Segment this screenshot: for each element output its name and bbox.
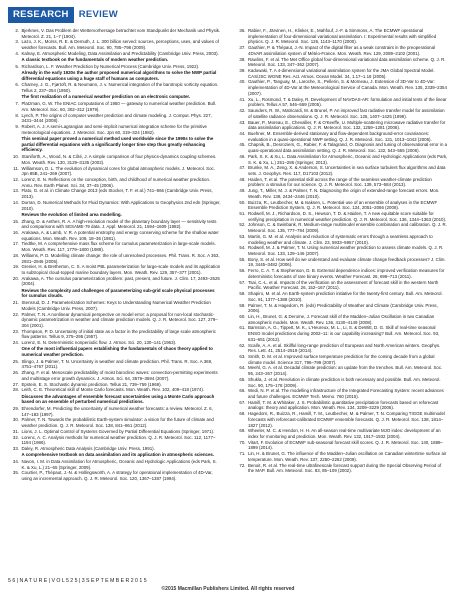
- reference-text: Lynch, P. The origins of computer weather prediction and climate modeling. J. Comput. Phys. 227, 3431–3444 (2008).: [21, 112, 212, 124]
- reference-text: Flato, G. et al. in Climate Change 2013 (eds Stocker, T. F. et al.) 741–866 (Cambridge Univ. Press, 2013).: [21, 188, 213, 200]
- reference-text: Bony, S. et al. How well do we understand and evaluate climate change feedback processes? J. Clim. 19, 3445–3482 (2006).: [248, 256, 446, 268]
- reference-text: Brunke, M. A., Zeng, X. & Anderson, S. Uncertainties in sea surface turbulent flux algorithms and data sets. J. Geophys. Res. 117, D17103 (2012).: [248, 165, 446, 176]
- reference-number: 51.: [239, 211, 246, 216]
- reference-text: Lorenc, A. C. Analysis methods for numerical weather prediction. Q. J. R. Meteorol. Soc. 112, 1177–1194 (1986).: [21, 434, 216, 446]
- reference-item: [235, 234, 449, 245]
- reference-item: [8, 113, 222, 124]
- reference-item: [8, 340, 222, 346]
- reference-number: 53.: [239, 233, 246, 239]
- reference-column-right: [235, 28, 449, 568]
- reference-number: 9.: [15, 124, 19, 129]
- reference-item: [235, 188, 449, 199]
- reference-number: 26.: [12, 370, 19, 376]
- reference-item: [8, 253, 222, 264]
- reference-text: Bauer, P., Moreau, E., Chevallier, F. & O'Keeffe, U. Multiple-scattering microwave radiative transfer for data assimilation applications. Q. J. R. Meteorol. Soc. 132, 1259–1281 (2006).: [248, 119, 446, 131]
- reference-number: 35.: [12, 470, 19, 476]
- reference-text: Shapiro, M. et al. An Earth-system prediction initiative for the twenty-first century. Bull. Am. Meteorol. Soc. 91, 1377–1388 (2010).: [248, 291, 443, 302]
- reference-annotation: A comprehensive textbook on data assimilation and its application in atmospheric sciences.: [21, 452, 215, 458]
- reference-number: 15.: [12, 218, 19, 224]
- reference-text: Johnson, C. & Swinbank, R. Medium-range multimodel ensemble combination and calibration. Q. J. R. Meteorol. Soc. 135, 777–794 (2009).: [248, 222, 447, 234]
- reference-item: [235, 79, 449, 96]
- reference-item: [8, 276, 222, 287]
- reference-text: Williamson, D. L. The evolution of dynamical cores for global atmospheric models. J. Meteorol. Soc. Jpn 85B, 241–269 (2007).: [21, 165, 215, 177]
- reference-number: 45.: [239, 142, 246, 148]
- reference-number: 20.: [12, 275, 19, 281]
- reference-list: [8, 28, 448, 568]
- reference-number: 11.: [13, 165, 19, 171]
- reference-item: [235, 108, 449, 119]
- reference-number: 59.: [239, 302, 246, 308]
- reference-item: [8, 82, 222, 93]
- reference-text: Tsai, C.-L. et al. Impacts of the verification on the assessment of forecast skill in the western North Pacific. Weather Forecast. 26, 152–167 (2011).: [248, 279, 439, 291]
- reference-text: Robert, A. J. A semi-Lagrangian and semi-implicit numerical integration scheme for the primitive meteorological equations. J. Meteorol. Soc. Jpn 60, 319–324 (1982).: [21, 124, 207, 135]
- reference-item: [235, 120, 449, 131]
- running-header: [8, 7, 118, 23]
- reference-text: Rawlins, F. et al. The Met Office global four-dimensional variational data assimilation scheme. Q. J. R. Meteorol. Soc. 133, 347–362 (2007).: [248, 56, 446, 68]
- reference-number: 62.: [239, 342, 246, 348]
- reference-number: 55.: [239, 256, 246, 262]
- reference-item: [235, 154, 449, 165]
- reference-text: Lorenz, E. N. Reflections on the conception, birth, and childhood of numerical weather prediction. Annu. Rev. Earth Planet. Sci. 34, 37–45 (2006).: [21, 176, 211, 188]
- reference-text: Navon, I. M. in Data Assimilation for Atmospheric, Oceanic and Hydrologic Applications (eds Park, S. K. & Xu, L.) 21–65 (Springer, 2009).: [21, 458, 217, 470]
- reference-text: Epstein, E. S. Stochastic dynamic prediction. Tellus 21, 739–759 (1969).: [21, 381, 162, 387]
- reference-text: Palmer, T. N. Towards the probabilistic Earth-system simulator: a vision for the future of climate and weather prediction. Q. J. R. Meteorol. Soc. 138, 841–861 (2012).: [21, 417, 214, 429]
- reference-item: [8, 417, 222, 428]
- reference-number: 72.: [239, 462, 246, 468]
- reference-number: 33.: [12, 446, 19, 452]
- reference-text: Chapnik, B., Desroziers, G., Rabier, F. & Talagrand, O. Diagnosis and tuning of observational error in a quasi-operational data assimilation setting. Q. J. R. Meteorol. Soc. 132, 543–565 (2006).: [248, 142, 448, 154]
- reference-item: [8, 406, 222, 417]
- reference-text: Hamill, T. M. & Whitaker, J. S. Probabilistic quantitative precipitation forecasts based on reforecast analogs: theory and application. Mon. Weath. Rev. 134, 3209–3229 (2006).: [248, 399, 439, 411]
- reference-number: 21.: [12, 300, 19, 306]
- reference-annotation: A classic textbook on the fundamentals of modern weather prediction.: [21, 57, 169, 63]
- reference-number: 46.: [239, 153, 246, 159]
- reference-number: 10.: [12, 154, 19, 160]
- reference-item: [235, 200, 449, 211]
- reference-item: [235, 303, 449, 314]
- reference-text: Arakawa, A. & Lamb, V. R. A potential enstrophy and energy conserving scheme for the shallow water equations. Mon. Weath. Rev. 109, 18–36 (1981).: [21, 229, 219, 241]
- page-info: 5 6 | N A T U R E | V O L 5 2 5 | 3 S E P T E M B E R 2 0 1 5: [8, 578, 147, 584]
- reference-item: [235, 142, 449, 153]
- reference-text: Rabier, F., Järvinen, H., Klinker, E., Mahfouf, J.-F. & Simmons, A. The ECMWF operational implementation of four-dimensional variational assimilation. I: Experimental results with simplified physics. Q. J. R. Meteorol. Soc. 126, 1143–1170 (2000).: [248, 28, 437, 45]
- reference-number: 18.: [12, 252, 19, 258]
- reference-item: [8, 312, 222, 329]
- reference-text: Martin, G. M. et al. Analysis and reduction of systematic errors through a seamless approach to modeling weather and climate. J. Clim. 23, 5933–5957 (2010).: [248, 233, 433, 245]
- reference-item: [235, 388, 449, 399]
- reference-item: [8, 241, 222, 252]
- reference-text: Zhang, F. et al. Mesoscale predictability of moist baroclinic waves: convection-permitting experiments and multistage error growth dynamics. J. Atmos. Sci. 64, 3579–3594 (2007).: [21, 370, 218, 381]
- reference-item: [235, 165, 449, 176]
- reference-item: [8, 300, 222, 311]
- reference-number: 71.: [239, 451, 246, 457]
- reference-item: [8, 387, 222, 393]
- reference-item: [235, 245, 449, 256]
- reference-item: [235, 343, 449, 354]
- reference-number: 61.: [239, 325, 246, 331]
- reference-number: 36.: [239, 28, 246, 33]
- reference-item: [235, 428, 449, 439]
- section-kind: REVIEW: [78, 9, 118, 20]
- reference-item: [235, 211, 449, 222]
- reference-item: [235, 131, 449, 142]
- reference-item: [8, 219, 222, 230]
- reference-text: Haiden, T. et al. The potential skill across the range of the seamless weather-climate prediction problem: a stimulus for our science. Q. J. R. Meteorol. Soc. 139, 573–584 (2013).: [248, 176, 432, 188]
- reference-number: 13.: [12, 188, 19, 194]
- reference-text: Durran, D. Numerical Methods for Fluid Dynamics: With Applications to Geophysics 2nd edn (Springer, 2010).: [21, 199, 221, 211]
- reference-number: 32.: [12, 434, 19, 440]
- reference-number: 42.: [239, 108, 246, 114]
- reference-number: 38.: [239, 56, 246, 62]
- reference-item: [8, 166, 222, 177]
- reference-number: 3.: [15, 39, 19, 45]
- reference-item: [8, 329, 222, 340]
- reference-text: Thompson, P. D. Uncertainty of initial state as a factor in the predictability of large scale atmospheric flow patterns. Tellus 9, 275–295 (1957).: [21, 328, 216, 340]
- reference-number: 67.: [239, 399, 246, 405]
- reference-number: 64.: [239, 365, 246, 371]
- reference-number: 14.: [12, 199, 19, 205]
- reference-item: [235, 314, 449, 325]
- reference-item: [235, 177, 449, 188]
- reference-text: Hagedorn, R., Buizza, R., Hamill, T. M., Leutbecher, M. & Palmer, T. N. Comparing TIGGE multimodel forecasts with reforecast-calibrated ECMWF ensemble forecasts. Q. J. R. Meteorol. Soc. 138, 1814–1827 (2012).: [248, 411, 445, 428]
- reference-item: [8, 39, 222, 50]
- reference-text: Palmer, T. N. & Hagedorn, R. (eds) Predictability of Weather and Climate (Cambridge Univ. Press, 2006).: [248, 302, 438, 314]
- reference-item: [235, 451, 449, 462]
- reference-item: [235, 440, 449, 451]
- reference-number: 43.: [239, 119, 246, 125]
- reference-text: Shukla, J. et al. Revolution in climate prediction is both necessary and possible. Bull. Am. Meteorol. Soc. 90, 175–178 (2009).: [248, 376, 441, 388]
- reference-text: Zhang, D. & Anthes, R. A. A high-resolution model of the planetary boundary layer — sensitivity tests and comparisons with SESAME-79 data. J. Appl. Meteorol. 21, 1594–1609 (1982).: [21, 218, 217, 230]
- reference-text: Lions, J. L. Optimal Control of Systems Governed by Partial Differential Equations (Springer, 1971).: [21, 428, 215, 434]
- reference-text: Buizza, R., Leutbecher, M. & Isaksen, L. Potential use of an ensemble of analyses in the ECMWF Ensemble Prediction System. Q. J. R. Meteorol. Soc. 134, 2051–2066 (2008).: [248, 199, 438, 211]
- reference-item: [235, 377, 449, 388]
- reference-annotation: Already in the early 1920s the author proposed numerical algorithms to solve the NWP partial differential equations using a huge staff of humans as computers.: [21, 70, 217, 81]
- reference-text: Tiedtke, M. A comprehensive mass flux scheme for cumulus parameterization in large-scale models. Mon. Weath. Rev. 117, 1779–1800 (1989).: [21, 241, 216, 253]
- reference-text: Lin, H., Brunet, G. & Derome, J. Forecast skill of the Madden–Julian Oscillation in two Canadian atmospheric models. Mon. Weath. Rev. 136, 4130–4149 (2008).: [248, 313, 435, 325]
- reference-text: Slingo, J. & Palmer, T. N. Uncertainty in weather and climate prediction. Phil. Trans. R. Soc. A 369, 4751–4767 (2011).: [21, 358, 213, 370]
- reference-item: [8, 64, 222, 70]
- reference-text: Scaife, A. A. et al. Skillful long-range prediction of European and North American winters. Geophys. Res. Lett. 41, 2514–2519 (2014).: [248, 342, 441, 354]
- reference-number: 40.: [239, 79, 246, 85]
- reference-number: 52.: [239, 222, 246, 228]
- reference-text: Vitart, F. Evolution of ECMWF sub-seasonal forecast skill scores. Q. J. R. Meteorol. Soc. 140, 1889–1899 (2014).: [248, 439, 443, 451]
- reference-number: 27.: [12, 381, 19, 387]
- reference-item: [235, 57, 449, 68]
- reference-text: Daley, R. Atmospheric Data Analysis (Cambridge Univ. Press, 1991).: [21, 446, 155, 452]
- reference-number: 5.: [15, 63, 19, 69]
- reference-number: 30.: [12, 417, 19, 423]
- reference-text: Bjerknes, V. Das Problem der Wettervorhersage betrachtet vom Standpunkt der Mechanik und Physik. Meteorol. Z. 21, 1–7 (1904).: [21, 28, 221, 39]
- reference-text: Meehl, G. A. et al. Decadal climate prediction: an update from the trenches. Bull. Am. Meteorol. Soc. 95, 243–267 (2014).: [248, 365, 443, 377]
- reference-number: 70.: [239, 439, 246, 445]
- reference-text: Courtier, P., Thépaut, J.-N. & Hollingsworth, A. A strategy for operational implementation of 4D-Var, using an incremental approach. Q. J. R. Meteorol. Soc. 120, 1367–1387 (1994).: [21, 470, 213, 482]
- reference-item: [235, 325, 449, 342]
- reference-text: Barnston, A. G., Tippett, M. K., L'Heureux, M. L., Li, S. & DeWitt, D. G. Skill of real-time seasonal ENSO model predictions during 2002–11: is our capability increasing? Bull. Am. Meteorol. Soc. 93, 631–651 (2012).: [248, 325, 440, 342]
- reference-item: [235, 463, 449, 474]
- reference-text: Gauthier, P., Tanguay, M., Laroche, S., Pellerin, S. & Morneau, J. Extension of 3D-Var to 4D-Var: implementation of 4D-Var at the Meteorological Service of Canada. Mon. Weath. Rev. 135, 2339–2354 (2007).: [248, 79, 447, 96]
- reference-item: [8, 51, 222, 57]
- section-label: RESEARCH: [8, 7, 74, 23]
- reference-item: [8, 264, 222, 275]
- reference-item: [8, 230, 222, 241]
- reference-annotation: Discusses the advantages of ensemble forecast uncertainties using a Monte Carlo approach based on an ensemble of perturbed numerical predictions.: [21, 393, 215, 405]
- reference-text: Stensrud, D. J. Parameterization Schemes: Keys to Understanding Numerical Weather Prediction Models (Cambridge Univ. Press, 2007).: [21, 300, 211, 311]
- reference-item: [235, 400, 449, 411]
- reference-item: [8, 435, 222, 446]
- reference-text: Gauthier, P. & Thépaut, J.-N. Impact of the digital filter as a weak constraint in the preoperational 4DVAR assimilation system of Météo-France. Mon. Weath. Rev. 129, 2089–2102 (2001).: [248, 45, 436, 56]
- reference-item: [8, 154, 222, 165]
- reference-item: [8, 124, 222, 135]
- reference-number: 28.: [12, 387, 19, 393]
- reference-annotation: Reviews the evolution of limited area modelling.: [21, 211, 122, 217]
- reference-number: 37.: [239, 45, 246, 51]
- reference-text: Saunders, R. W., Matricardi, M. & Brunel, P. An improved fast radiative transfer model for assimilation of satellite radiance observations. Q. J. R. Meteorol. Soc. 125, 1407–1425 (1999).: [248, 108, 445, 119]
- reference-text: Lazo, J. K., Morss, R. E. & Demuth, J. L. 300 billion served: sources, perceptions, uses, and values of weather forecasts. Bull. Am. Meteorol. Soc. 90, 785–798 (2009).: [21, 39, 219, 51]
- reference-item: [235, 97, 449, 108]
- reference-item: [8, 470, 222, 481]
- reference-item: [8, 177, 222, 188]
- copyright-notice: ©2015 Macmillan Publishers Limited. All rights reserved: [161, 586, 295, 592]
- reference-text: Rodwell, M. J., Richardson, D. S., Hewson, T. D. & Haiden, T. A new equitable score suitable for verifying precipitation in numerical weather prediction. Q. J. R. Meteorol. Soc. 136, 1344–1363 (2010).: [248, 211, 447, 222]
- reference-number: 29.: [12, 406, 19, 411]
- reference-item: [8, 359, 222, 370]
- reference-number: 19.: [12, 264, 19, 270]
- reference-text: Smith, D. M. et al. Improved surface temperature prediction for the coming decade from a global climate model. Science 317, 796–799 (2007).: [248, 353, 435, 365]
- reference-number: 34.: [12, 458, 19, 464]
- reference-number: 63.: [239, 353, 246, 359]
- reference-column-left: [8, 28, 222, 568]
- reference-text: Staniforth, A., Wood, N. & Côté, J. A simple comparison of four physics-dynamics coupling schemes. Mon. Weath. Rev. 130, 3129–3135 (2002).: [21, 154, 217, 165]
- reference-number: 8.: [15, 112, 19, 118]
- reference-number: 50.: [239, 199, 246, 205]
- reference-number: 56.: [239, 268, 246, 274]
- reference-text: Lorenz, E. N. Deterministic nonperiodic flow. J. Atmos. Sci. 20, 130–141 (1963).: [21, 340, 177, 346]
- reference-number: 47.: [239, 165, 246, 171]
- reference-number: 57.: [239, 279, 246, 285]
- reference-number: 31.: [12, 428, 19, 434]
- reference-text: Ferro, C. A. T. & Stephenson, D. B. Extremal dependence indices: improved verification measures for deterministic forecasts of rare binary events. Weather Forecast. 26, 699–713 (2011).: [248, 268, 445, 279]
- reference-item: [235, 354, 449, 365]
- reference-item: [8, 200, 222, 211]
- reference-annotation: One of the most influential papers establishing the fundamentals of chaos theory applied to numerical weather prediction.: [21, 346, 213, 358]
- reference-item: [8, 101, 222, 112]
- reference-number: 41.: [239, 96, 246, 102]
- reference-item: [235, 411, 449, 428]
- reference-number: 39.: [239, 68, 246, 74]
- reference-annotation: This seminal paper proved a numerical method used worldwide since the 1990s to solve the partial differential equations with a significantly longer time step thus greatly enhancing efficiency.: [21, 135, 214, 153]
- reference-text: Williams, P. D. Modelling climate change: the role of unresolved processes. Phil. Trans. R. Soc. A 363, 2931–2946 (2005).: [21, 252, 220, 264]
- reference-number: 24.: [12, 340, 19, 346]
- reference-item: [235, 28, 449, 45]
- reference-number: 7.: [15, 101, 19, 107]
- reference-item: [235, 280, 449, 291]
- reference-item: [235, 222, 449, 233]
- reference-text: Arakawa, A. The cumulus parameterization problem: past, present, and future. J. Clim. 17, 2493–2525 (2004).: [21, 275, 220, 287]
- reference-item: [235, 291, 449, 302]
- reference-text: Ehrendorfer, M. Predicting the uncertainty of numerical weather forecasts: a review. Meteorol. Z. 6, 147–183 (1997).: [21, 406, 213, 417]
- reference-annotation: The first realization of a numerical weather prediction on an electronic computer.: [21, 94, 191, 100]
- reference-item: [8, 188, 222, 199]
- reference-text: Wheeler, M. C. & Hendon, H. H. An all-season real-time multivariate MJO index: development of an index for monitoring and prediction. Mon. Weath. Rev. 132, 1917–1932 (2004).: [248, 428, 441, 440]
- reference-number: 44.: [239, 130, 246, 136]
- reference-number: 60.: [239, 313, 246, 319]
- reference-item: [8, 446, 222, 452]
- reference-number: 65.: [239, 376, 246, 382]
- reference-number: 68.: [239, 411, 246, 417]
- reference-item: [235, 68, 449, 79]
- reference-number: 17.: [12, 241, 19, 247]
- reference-number: 58.: [239, 291, 246, 297]
- reference-item: [8, 459, 222, 470]
- reference-text: Richardson, L. F. Weather Prediction by Numerical Process (Cambridge Univ. Press, 1922).: [21, 63, 200, 69]
- reference-number: 54.: [239, 245, 246, 251]
- reference-text: Grenier, H. & Bretherton, C. S. A moist PBL parameterization for large-scale models and its application to subtropical cloud-topped marine boundary layers. Mon. Weath. Rev. 129, 357–377 (2001).: [21, 264, 221, 275]
- reference-text: Kalnay, E. Atmospheric Modeling, Data Assimilation and Predictability (Cambridge Univ. Press, 2003).: [21, 50, 219, 56]
- reference-text: Buehner, M. Ensemble-derived stationary and flow-dependent background-error covariances: evaluation in a quasi-operational NWP setting. Q. J. R. Meteorol. Soc. 131, 1013–1043 (2005).: [248, 130, 432, 142]
- reference-number: 69.: [239, 428, 246, 434]
- reference-text: Kadowaki, T. A 4-dimensional variational assimilation system for the JMA Global Spectral Model. CAS/JSC WGNE Res. Act. Atmos. Ocean Model. 34, 1.17–1.18 (2005).: [248, 68, 435, 79]
- reference-text: Charney, J. G., Fjørtoft, R. & Neumann, J. v. Numerical integration of the barotropic vorticity equation. Tellus 2, 237–254 (1950).: [21, 82, 219, 94]
- reference-text: Benoit, R. et al. The real-time ultrafinescale forecast support during the Special Observing Period of the MAP. Bull. Am. Meteorol. Soc. 83, 85–109 (2002).: [248, 462, 442, 474]
- reference-number: 48.: [239, 176, 246, 182]
- reference-number: 22.: [12, 311, 19, 317]
- reference-item: [235, 365, 449, 376]
- reference-number: 16.: [12, 229, 19, 235]
- reference-text: Jung, T., Miller, M. J. & Palmer, T. N. Diagnosing the origin of extended-range forecast errors. Mon. Weath. Rev. 138, 2434–2446 (2010).: [248, 188, 440, 199]
- reference-number: 66.: [239, 388, 246, 394]
- reference-item: [8, 28, 222, 39]
- reference-number: 25.: [12, 358, 19, 364]
- reference-item: [8, 370, 222, 381]
- reference-item: [235, 268, 449, 279]
- reference-text: Xu, L., Rosmond, T. & Daley, R. Development of NAVDAS-AR: formulation and initial tests of the linear problem. Tellus A 57, 546–559 (2005).: [248, 96, 447, 108]
- reference-text: Park, S. K. & Xu, L. Data Assimilation for Atmospheric, Oceanic and Hydrologic Applications (eds Park, S. K. & Xu, L.) 251–286 (Springer, 2013).: [248, 153, 448, 165]
- reference-number: 23.: [12, 328, 19, 334]
- reference-item: [235, 45, 449, 56]
- reference-number: 12.: [12, 176, 19, 182]
- reference-text: Platzman, G. W. The ENIAC computations of 1950 — gateway to numerical weather prediction. Bull. Am. Meteorol. Soc. 60, 302–312 (1979).: [21, 101, 217, 112]
- reference-number: 49.: [239, 188, 246, 194]
- reference-number: 6.: [15, 82, 19, 88]
- reference-annotation: Reviews the complexity and challenges of parameterizing sub-grid scale physical processes for cumulus clouds.: [21, 287, 215, 299]
- reference-number: 2.: [15, 28, 19, 33]
- reference-text: Wedi, N. P. et al. The modelling infrastructure of the Integrated Forecasting System: recent advances and future challenges. ECMWF Tech. Memo. 760 (2015).: [248, 388, 444, 399]
- reference-item: [235, 257, 449, 268]
- reference-text: Palmer, T. N. A nonlinear dynamical perspective on model error: a proposal for non-local stochastic-dynamic parametrization in weather and climate prediction models. Q. J. R. Meteorol. Soc. 127, 279–304 (2001).: [21, 311, 218, 328]
- reference-text: Leith, C. E. Theoretical skill of Monte Carlo forecasts. Mon. Weath. Rev. 102, 409–418 (1974).: [21, 387, 205, 393]
- reference-text: Rodwell, M. J. & Palmer, T. N. Using numerical weather prediction to assess climate models. Q. J. R. Meteorol. Soc. 133, 129–146 (2007).: [248, 245, 444, 257]
- reference-text: Lin, H. & Brunet, G. The influence of the Madden–Julian oscillation on Canadian wintertime surface air temperature. Mon. Weath. Rev. 137, 2250–2262 (2009).: [248, 451, 447, 462]
- reference-number: 4.: [15, 50, 19, 56]
